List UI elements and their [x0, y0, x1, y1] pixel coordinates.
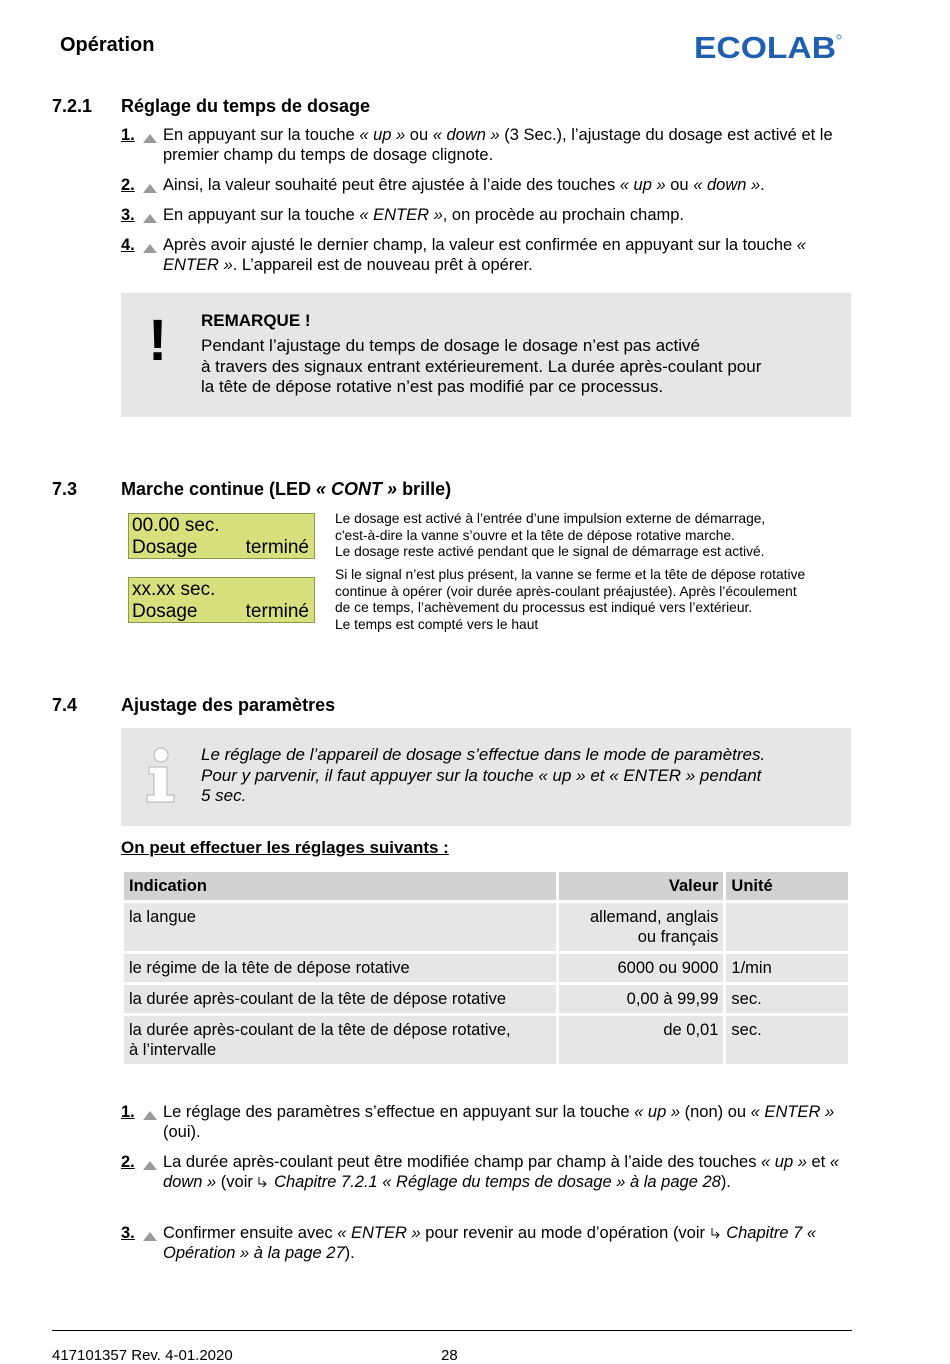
info-line: Le réglage de l’appareil de dosage s’effectue dans le mode de paramètres.	[201, 745, 766, 764]
step-7-4-3	[121, 1223, 841, 1263]
step-number: 4.	[121, 236, 135, 254]
note-heading: REMARQUE !	[201, 311, 311, 330]
step-text: En appuyant sur la touche « ENTER », on procède au prochain champ.	[163, 206, 685, 224]
step-text: Le réglage des paramètres s’effectue en appuyant sur la touche « up » (non) ou « ENTER » (oui).	[163, 1103, 835, 1141]
lcd-line-1: 00.00 sec.	[132, 515, 220, 536]
step-number: 3.	[121, 1224, 135, 1242]
cell-indication: la durée après-coulant de la tête de dépose rotative, à l’intervalle	[124, 1016, 556, 1064]
lcd-line-2-left: Dosage	[132, 537, 198, 558]
cell-unite: sec.	[726, 985, 848, 1013]
step-number: 3.	[121, 206, 135, 224]
page-number: 28	[441, 1347, 458, 1364]
document-reference: 417101357 Rev. 4-01.2020	[52, 1347, 233, 1364]
step-text: Ainsi, la valeur souhaité peut être ajustée à l’aide des touches « up » ou « down ».	[163, 176, 765, 194]
cell-valeur: de 0,01	[559, 1016, 723, 1064]
section-number-7-4: 7.4	[52, 695, 78, 715]
cell-unite: sec.	[726, 1016, 848, 1064]
lcd-line-2-left: Dosage	[132, 601, 198, 622]
paragraph-dosage-end	[335, 567, 850, 633]
cross-reference-icon	[257, 1176, 269, 1188]
section-number-7-2-1: 7.2.1	[52, 96, 93, 116]
arrow-icon	[143, 1107, 157, 1121]
footer-divider	[52, 1330, 852, 1331]
step-number: 1.	[121, 126, 135, 144]
info-text	[201, 745, 831, 807]
cell-unite	[726, 903, 848, 951]
section-number-7-3: 7.3	[52, 479, 78, 499]
cell-indication: le régime de la tête de dépose rotative	[124, 954, 556, 982]
table-row	[124, 985, 848, 1013]
section-title-7-2-1: Réglage du temps de dosage	[121, 96, 371, 116]
logo-text: ECOLAB	[694, 30, 836, 64]
cross-reference-link[interactable]: Chapitre 7.2.1 « Réglage du temps de dosage » à la page 28	[274, 1173, 721, 1191]
para-line: c'est-à-dire la vanne s’ouvre et la tête de dépose rotative marche.	[335, 527, 735, 543]
cell-valeur: allemand, anglais ou français	[559, 903, 723, 951]
step-7-4-1	[121, 1102, 841, 1142]
header-valeur: Valeur	[559, 872, 723, 900]
step-number: 2.	[121, 1153, 135, 1171]
section-title-7-4: Ajustage des paramètres	[121, 695, 336, 715]
lcd-line-1: xx.xx sec.	[132, 579, 216, 600]
step-text: La durée après-coulant peut être modifiée champ par champ à l’aide des touches « up » et « down » (voir Chapitre 7.2.1 « Réglage du temps de dosage » à la page 28).	[163, 1153, 840, 1191]
arrow-icon	[143, 1228, 157, 1242]
section-title-7-3: Marche continue (LED « CONT » brille)	[121, 479, 452, 499]
arrow-icon	[143, 210, 157, 224]
header-unite: Unité	[726, 872, 848, 900]
cell-valeur: 0,00 à 99,99	[559, 985, 723, 1013]
paragraph-dosage-start	[335, 511, 850, 561]
para-line: Le temps est compté vers le haut	[335, 616, 539, 632]
step-7-2-1-4	[121, 235, 841, 275]
note-line: à travers des signaux entrant extérieurement. La durée après-coulant pour	[201, 356, 762, 376]
para-line: de ce temps, l’achèvement du processus est indiqué vers l’extérieur.	[335, 600, 753, 615]
note-body	[201, 336, 821, 398]
step-7-4-2	[121, 1152, 841, 1212]
cell-indication: la langue	[124, 903, 556, 951]
step-text: Confirmer ensuite avec « ENTER » pour revenir au mode d’opération (voir Chapitre 7 « Opération » à la page 27).	[163, 1224, 817, 1262]
cell-valeur: 6000 ou 9000	[559, 954, 723, 982]
exclamation-icon: !	[148, 308, 168, 373]
para-line: Le dosage est activé à l’entrée d’une impulsion externe de démarrage,	[335, 511, 766, 526]
note-line: la tête de dépose rotative n’est pas modifié par ce processus.	[201, 377, 664, 396]
table-header-row	[124, 872, 848, 900]
lcd-line-2-right: terminé	[245, 601, 309, 622]
lcd-display-1	[128, 513, 315, 559]
cross-reference-link[interactable]: Chapitre 7 « Opération » à la page 27	[163, 1224, 817, 1262]
cross-reference-icon	[710, 1227, 722, 1239]
lcd-line-2-right: terminé	[245, 537, 309, 558]
info-line: 5 sec.	[201, 786, 247, 805]
cell-unite: 1/min	[726, 954, 848, 982]
step-7-2-1-2	[121, 175, 841, 195]
arrow-icon	[143, 180, 157, 194]
table-row	[124, 954, 848, 982]
page-header-title: Opération	[60, 34, 155, 56]
table-row	[124, 1016, 848, 1064]
arrow-icon	[143, 240, 157, 254]
info-line: Pour y parvenir, il faut appuyer sur la touche « up » et « ENTER » pendant	[201, 765, 762, 785]
step-text: En appuyant sur la touche « up » ou « down » (3 Sec.), l’ajustage du dosage est activé et le premier champ du temps de dosage clignote.	[163, 126, 833, 164]
ecolab-logo	[694, 28, 842, 64]
para-line: continue à opérer (voir durée après-coulant préajustée). Après l’écoulement	[335, 583, 797, 599]
arrow-icon	[143, 1157, 157, 1171]
lcd-display-2	[128, 577, 315, 623]
step-7-2-1-1	[121, 125, 841, 165]
table-row	[124, 903, 848, 951]
cell-indication: la durée après-coulant de la tête de dépose rotative	[124, 985, 556, 1013]
info-icon	[144, 747, 178, 803]
step-7-2-1-3	[121, 205, 841, 225]
step-number: 1.	[121, 1103, 135, 1121]
step-text: Après avoir ajusté le dernier champ, la valeur est confirmée en appuyant sur la touche « ENTER ». L’appareil est de nouveau prêt à opérer.	[163, 236, 806, 274]
header-indication: Indication	[124, 872, 556, 900]
note-line: Pendant l’ajustage du temps de dosage le dosage n’est pas activé	[201, 336, 701, 355]
parameters-table	[121, 869, 851, 1067]
settings-subheading: On peut effectuer les réglages suivants :	[121, 838, 449, 857]
step-number: 2.	[121, 176, 135, 194]
arrow-icon	[143, 130, 157, 144]
para-line: Le dosage reste activé pendant que le signal de démarrage est activé.	[335, 544, 765, 559]
para-line: Si le signal n’est plus présent, la vanne se ferme et la tête de dépose rotative	[335, 567, 806, 582]
